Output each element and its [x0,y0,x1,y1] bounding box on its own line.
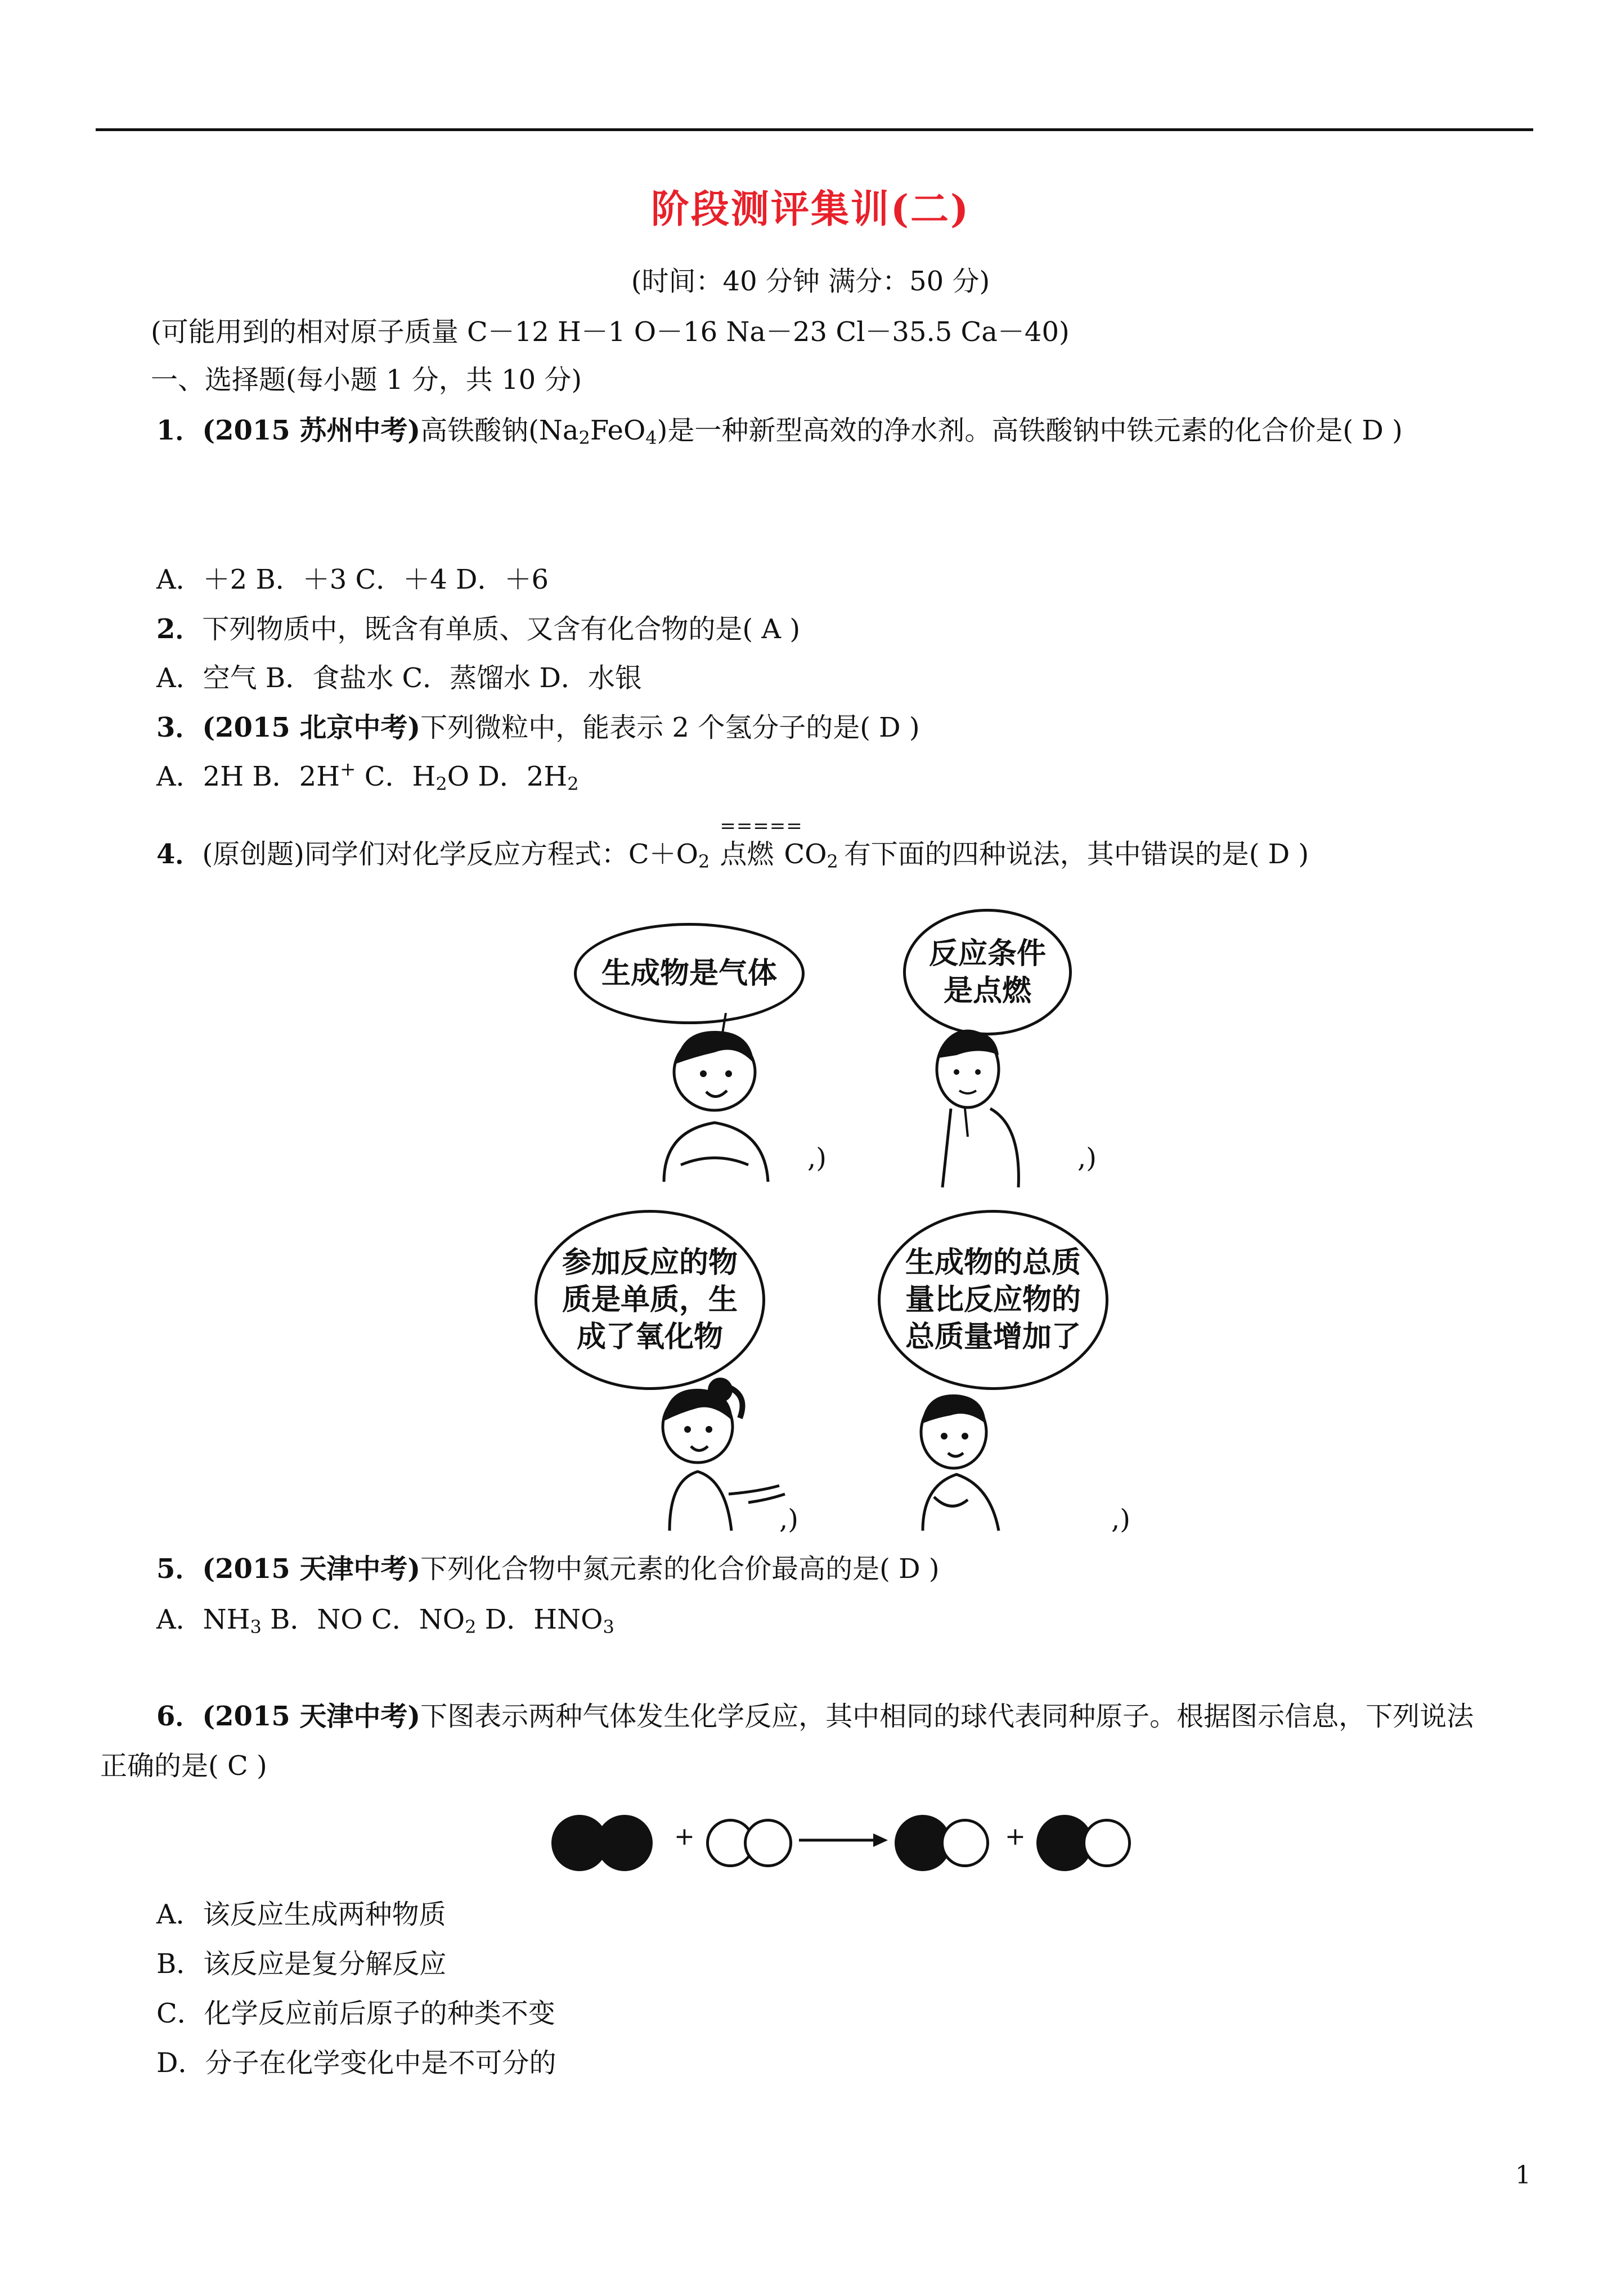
bubble-text: 生成物是气体 [601,957,777,990]
question-source: (2015 天津中考) [202,1553,421,1585]
arrow-icon [799,1830,889,1850]
option-text: D．HNO [476,1604,603,1635]
subscript: 2 [578,427,590,449]
figure-caption: ,) [1111,1504,1130,1535]
page-title: 阶段测评集训(二) [650,187,971,232]
stem-text: 下列微粒中，能表示 2 个氢分子的是( D ) [420,712,920,743]
question-source: (2015 苏州中考) [202,415,421,446]
question-6-option-d: D．分子在化学变化中是不可分的 [156,2047,556,2079]
question-1-stem [156,414,1403,447]
question-6-option-a: A．该反应生成两种物质 [156,1899,446,1930]
option-text: C．H [356,761,436,792]
question-3-options [156,760,579,793]
boy-2-cartoon-icon [900,1384,1047,1536]
page-number: 1 [1515,2161,1531,2190]
light-atom-icon [1083,1819,1131,1867]
atomic-mass-note: (可能用到的相对原子质量 C－12 H－1 O－16 Na－23 Cl－35.5 Ca－40) [151,316,1070,348]
speech-bubble [878,1210,1108,1390]
question-4-stem [156,815,1309,872]
subscript: 2 [567,773,579,795]
speech-bubble [903,909,1072,1035]
speech-bubble [574,923,805,1024]
question-number: 1． [156,415,203,446]
option-text: A．2H B．2H [156,761,340,792]
header-rule [96,128,1533,131]
figure-caption: ,) [779,1504,798,1535]
question-number: 6． [156,1701,203,1732]
condition-text: 点燃 [720,838,774,870]
question-2-options: A．空气 B．食盐水 C．蒸馏水 D．水银 [156,662,642,694]
subscript: 2 [698,851,710,872]
question-2-stem [156,612,800,646]
plus-sign: + [1005,1822,1026,1851]
bubble-text: 参加反应的物 质是单质，生 成了氧化物 [562,1246,738,1354]
figure-caption: ,) [1077,1142,1097,1174]
plus-sign: + [674,1822,695,1851]
stem-text: 高铁酸钠(Na [420,415,579,446]
subscript: 3 [603,1616,614,1638]
question-6-option-b: B．该反应是复分解反应 [156,1948,447,1980]
time-and-score: (时间：40 分钟 满分：50 分) [631,266,990,297]
question-number: 5． [156,1553,203,1585]
subscript: 3 [250,1616,262,1638]
stem-text: 下列物质中，既含有单质、又含有化合物的是( A ) [202,613,801,645]
stem-text: )是一种新型高效的净水剂。高铁酸钠中铁元素的化合价是( D ) [657,415,1403,446]
boy-cartoon-icon [641,1013,788,1187]
question-6-stem [156,1699,1474,1733]
question-source: (原创题) [202,838,304,870]
subscript: 2 [435,773,447,795]
question-5-stem [156,1552,940,1586]
stem-text: 同学们对化学反应方程式：C＋O [304,838,698,870]
man-cartoon-icon [923,1024,1035,1193]
figure-caption: ,) [807,1142,827,1174]
girl-cartoon-icon [636,1373,793,1536]
bubble-text: 反应条件 是点燃 [928,936,1046,1008]
subscript: 2 [827,851,838,872]
question-number: 2． [156,613,203,645]
stem-text: 下列化合物中氮元素的化合价最高的是( D ) [420,1553,940,1585]
subscript: 2 [465,1616,477,1638]
stem-text: 有下面的四种说法，其中错误的是( D ) [843,838,1309,870]
question-number: 4． [156,838,203,870]
product-formula: CO [784,838,827,870]
option-text: O D．2H [447,761,568,792]
superscript: + [340,758,356,781]
question-3-stem [156,711,920,745]
question-number: 3． [156,712,203,743]
question-source: (2015 天津中考) [202,1701,421,1732]
question-6-option-c: C．化学反应前后原子的种类不变 [156,1998,555,2029]
option-text: B．NO C．NO [261,1604,465,1635]
reaction-condition [720,815,803,871]
light-atom-icon [744,1819,792,1867]
stem-text: FeO [590,415,646,446]
speech-bubble [535,1210,765,1390]
light-atom-icon [941,1819,989,1867]
option-text: A．NH [156,1604,250,1635]
dark-atom-icon [596,1815,653,1871]
question-1-options: A．＋2 B．＋3 C．＋4 D．＋6 [156,564,549,595]
question-6-stem-line2: 正确的是( C ) [100,1750,267,1782]
stem-text: 下图表示两种气体发生化学反应，其中相同的球代表同种原子。根据图示信息，下列说法 [420,1701,1474,1732]
question-5-options [156,1603,614,1636]
equals-sign: ===== [720,815,803,837]
question-source: (2015 北京中考) [202,712,421,743]
section-heading: 一、选择题(每小题 1 分，共 10 分) [151,364,582,396]
subscript: 4 [645,427,657,449]
bubble-text: 生成物的总质 量比反应物的 总质量增加了 [905,1246,1081,1354]
